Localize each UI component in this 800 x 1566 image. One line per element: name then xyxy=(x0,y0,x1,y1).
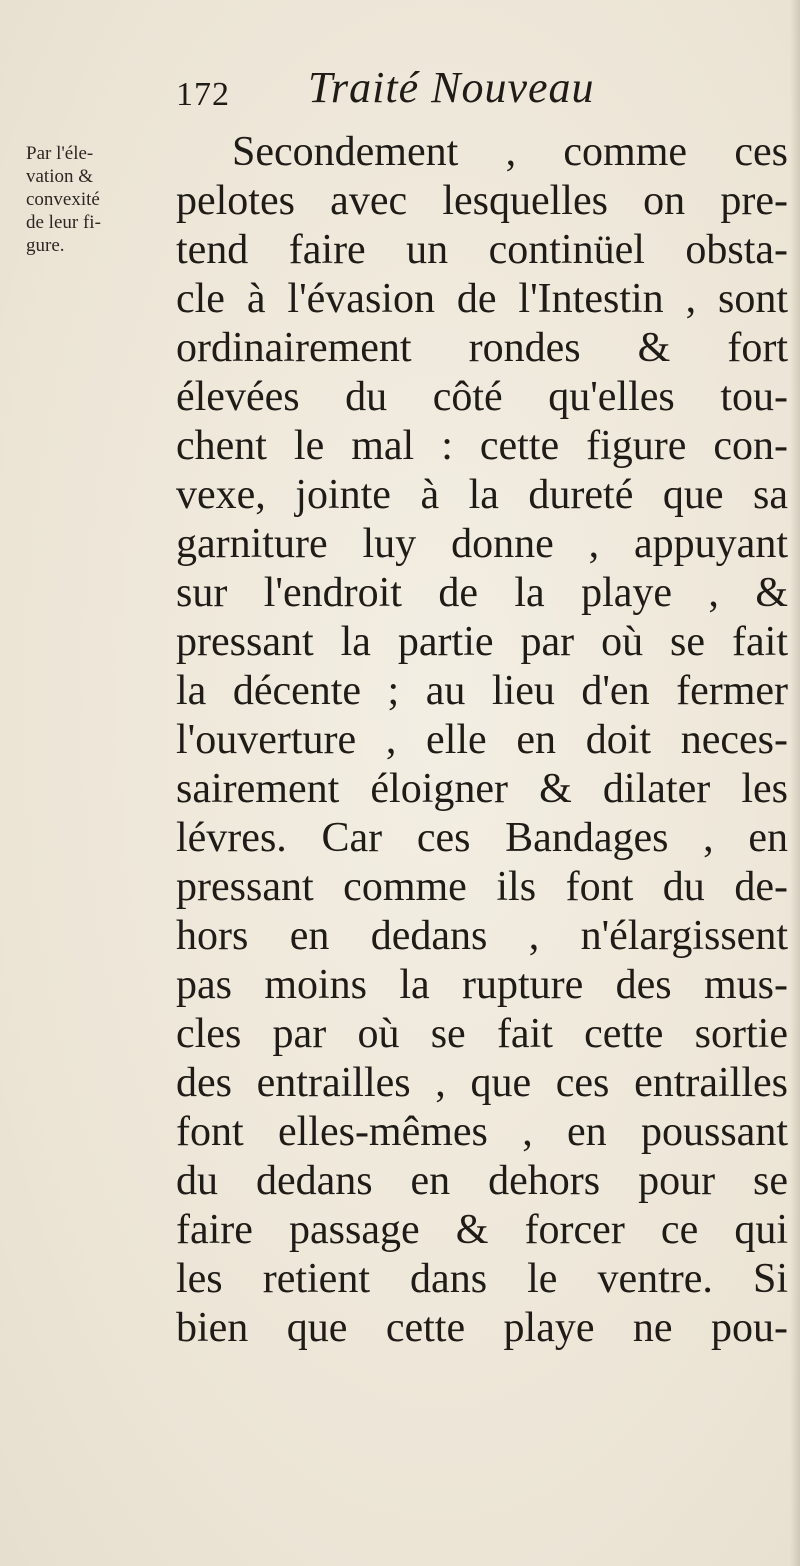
text-line: bien que cette playe ne pou- xyxy=(176,1305,788,1351)
body-text xyxy=(176,128,788,1353)
text-line: cle à l'évasion de l'Intestin , sont xyxy=(176,276,788,322)
text-line: cles par où se fait cette sortie xyxy=(176,1011,788,1057)
text-line: chent le mal : cette figure con- xyxy=(176,423,788,469)
text-line: sur l'endroit de la playe , & xyxy=(176,570,788,616)
page-header xyxy=(176,62,736,122)
text-line: sairement éloigner & dilater les xyxy=(176,766,788,812)
text-line: l'ouverture , elle en doit neces- xyxy=(176,717,788,763)
margin-note-line: vation & xyxy=(26,166,94,187)
text-line: Secondement , comme ces xyxy=(232,129,788,175)
margin-note-line: gure. xyxy=(26,235,65,256)
text-line: pressant comme ils font du de- xyxy=(176,864,788,910)
text-line: du dedans en dehors pour se xyxy=(176,1158,788,1204)
page-edge-shadow xyxy=(790,0,800,1566)
page-number: 172 xyxy=(176,76,230,113)
margin-note-line: de leur fi- xyxy=(26,212,101,233)
text-line: pas moins la rupture des mus- xyxy=(176,962,788,1008)
margin-note-line: Par l'éle- xyxy=(26,143,94,164)
text-line: garniture luy donne , appuyant xyxy=(176,521,788,567)
text-line: faire passage & forcer ce qui xyxy=(176,1207,788,1253)
text-line: des entrailles , que ces entrailles xyxy=(176,1060,788,1106)
text-line: lévres. Car ces Bandages , en xyxy=(176,815,788,861)
text-line: pelotes avec lesquelles on pre- xyxy=(176,178,788,224)
text-line: hors en dedans , n'élargissent xyxy=(176,913,788,959)
margin-note xyxy=(26,142,166,257)
text-line: élevées du côté qu'elles tou- xyxy=(176,374,788,420)
text-line: tend faire un continüel obsta- xyxy=(176,227,788,273)
text-line: font elles-mêmes , en poussant xyxy=(176,1109,788,1155)
text-line: vexe, jointe à la dureté que sa xyxy=(176,472,788,518)
text-line: pressant la partie par où se fait xyxy=(176,619,788,665)
running-title: Traité Nouveau xyxy=(308,63,595,112)
margin-note-line: convexité xyxy=(26,189,100,210)
text-line: la décente ; au lieu d'en fermer xyxy=(176,668,788,714)
text-line: ordinairement rondes & fort xyxy=(176,325,788,371)
text-line: les retient dans le ventre. Si xyxy=(176,1256,788,1302)
